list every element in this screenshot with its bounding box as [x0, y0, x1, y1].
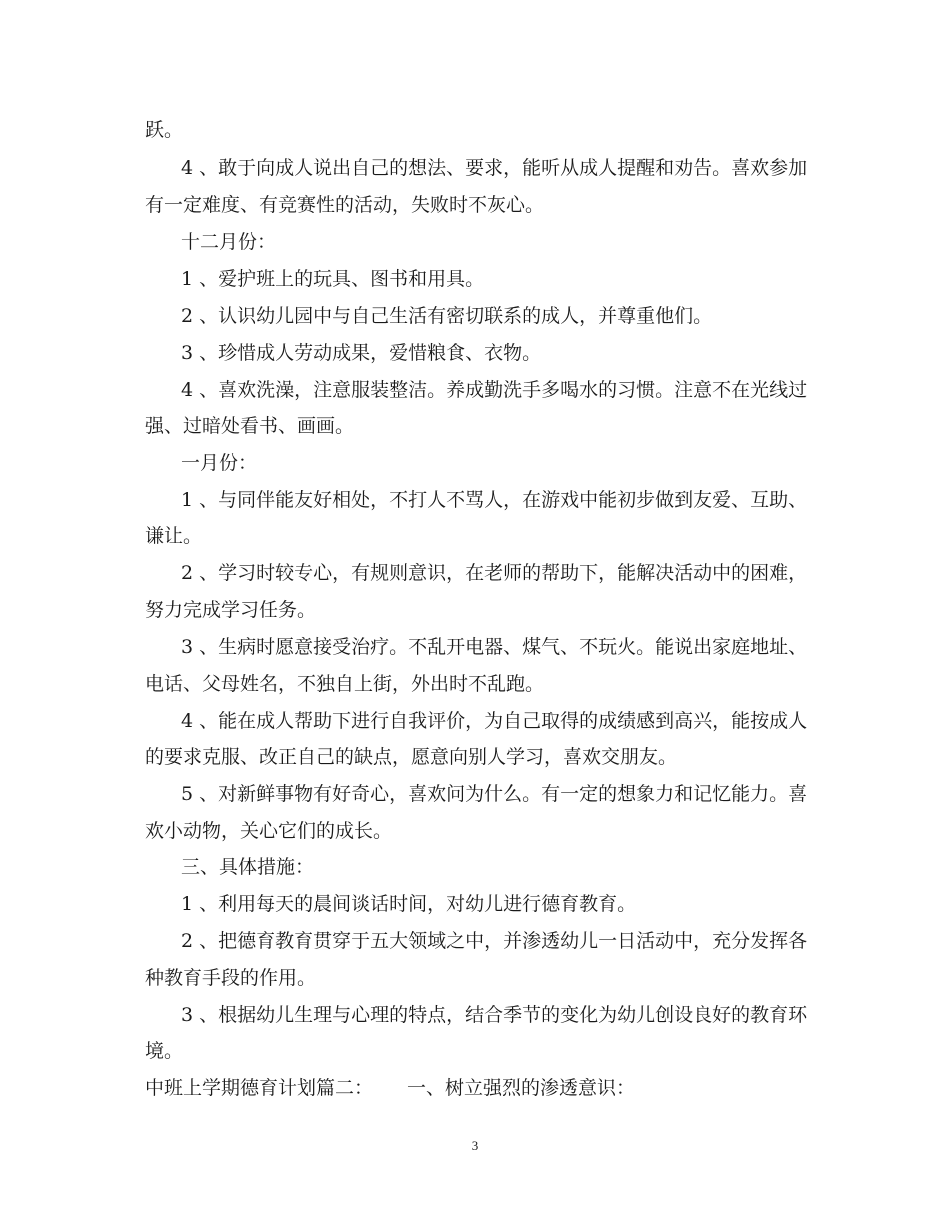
text-line: 4 、敢于向成人说出自己的想法、要求，能听从成人提醒和劝告。喜欢参加: [181, 157, 808, 179]
text-line: 3 、珍惜成人劳动成果，爱惜粮食、衣物。: [181, 342, 542, 364]
text-line: 1 、爱护班上的玩具、图书和用具。: [181, 268, 485, 290]
text-line: 5 、对新鲜事物有好奇心，喜欢问为什么。有一定的想象力和记忆能力。喜: [181, 783, 808, 805]
text-line: 种教育手段的作用。: [145, 967, 317, 989]
text-line: 境。: [145, 1040, 184, 1062]
subsection-heading: 一、树立强烈的渗透意识：: [407, 1077, 636, 1099]
text-line: 谦让。: [145, 525, 203, 547]
text-line: 2 、把德育教育贯穿于五大领域之中，并渗透幼儿一日活动中，充分发挥各: [181, 930, 808, 952]
text-line: 4 、能在成人帮助下进行自我评价，为自己取得的成绩感到高兴，能按成人: [181, 710, 808, 732]
text-line: 努力完成学习任务。: [145, 599, 317, 621]
text-line: 4 、喜欢洗澡，注意服装整洁。养成勤洗手多喝水的习惯。注意不在光线过: [181, 379, 808, 401]
section-heading: 十二月份：: [181, 231, 277, 253]
text-line: 1 、与同伴能友好相处，不打人不骂人，在游戏中能初步做到友爱、互助、: [181, 489, 808, 511]
section-heading: 一月份：: [181, 452, 258, 474]
section-title: 中班上学期德育计划篇二：: [145, 1077, 374, 1099]
text-line: 3 、根据幼儿生理与心理的特点，结合季节的变化为幼儿创设良好的教育环: [181, 1004, 808, 1026]
text-line: 欢小动物，关心它们的成长。: [145, 820, 393, 842]
text-line: 1 、利用每天的晨间谈话时间，对幼儿进行德育教育。: [181, 893, 637, 915]
page-number: 3: [471, 1138, 479, 1153]
text-line: 2 、认识幼儿园中与自己生活有密切联系的成人，并尊重他们。: [181, 305, 713, 327]
text-line: 2 、学习时较专心，有规则意识，在老师的帮助下，能解决活动中的困难，: [181, 562, 808, 584]
text-line: 有一定难度、有竞赛性的活动，失败时不灰心。: [145, 194, 545, 216]
text-line: 强、过暗处看书、画画。: [145, 415, 355, 437]
text-line: 电话、父母姓名，不独自上街，外出时不乱跑。: [145, 673, 545, 695]
text-line: [145, 1076, 635, 1100]
text-line: 3 、生病时愿意接受治疗。不乱开电器、煤气、不玩火。能说出家庭地址、: [181, 636, 808, 658]
text-line: 跃。: [145, 119, 184, 141]
text-line: 的要求克服、改正自己的缺点，愿意向别人学习，喜欢交朋友。: [145, 746, 678, 768]
section-heading: 三、具体措施：: [181, 856, 315, 878]
